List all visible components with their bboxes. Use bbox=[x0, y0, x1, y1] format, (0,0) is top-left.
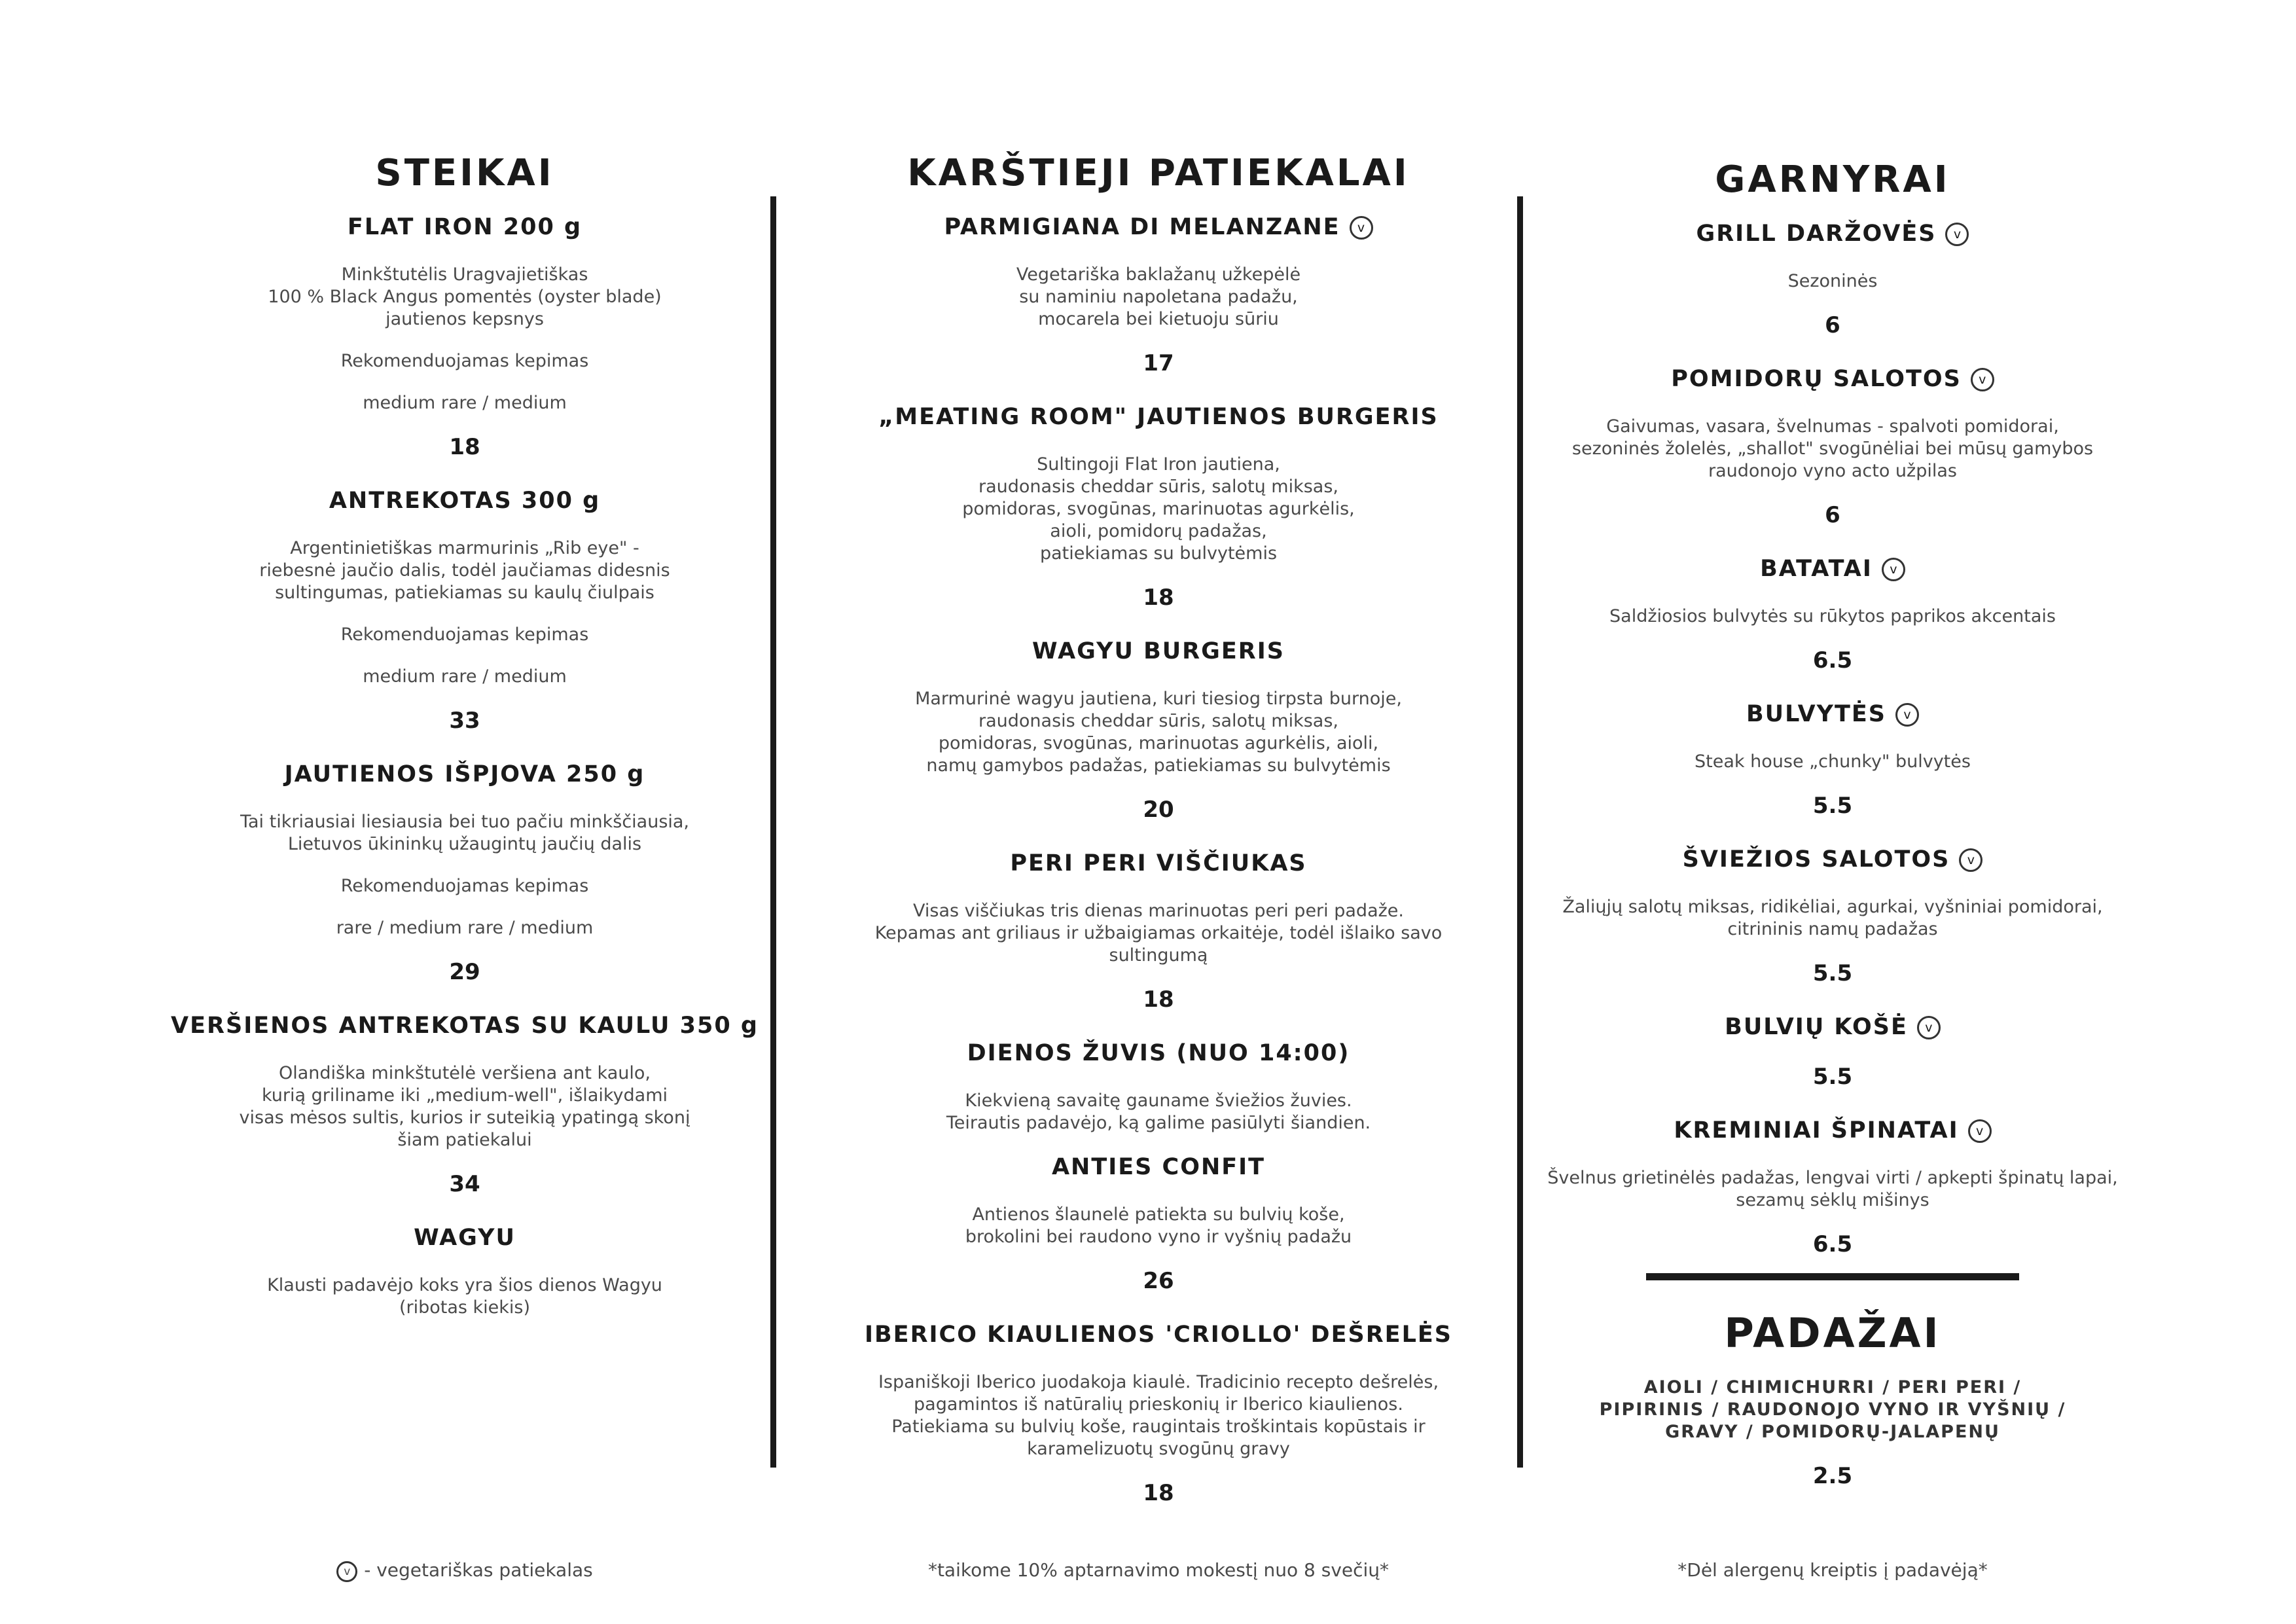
item-description: Visas viščiukas tris dienas marinuotas peri peri padaže. Kepamas ant griliaus ir užbaigiamas orkaitėje, todėl išlaiko savo sultingumą bbox=[874, 901, 1443, 965]
doneness-label: Rekomenduojamas kepimas bbox=[340, 624, 589, 645]
doneness-options: medium rare / medium bbox=[363, 393, 567, 413]
section-divider bbox=[1646, 1273, 2019, 1280]
hot-dishes-title: KARŠTIEJI PATIEKALAI bbox=[907, 152, 1410, 194]
service-fee-note: *taikome 10% aptarnavimo mokestį nuo 8 svečių* bbox=[927, 1559, 1390, 1581]
item-description: Tai tikriausiai liesiausia bei tuo pačiu minkščiausia, Lietuvos ūkininkų užaugintų jaučių dalis bbox=[240, 812, 690, 854]
item-price: 33 bbox=[449, 708, 480, 734]
menu-item bbox=[1545, 366, 2121, 528]
item-price: 5.5 bbox=[1812, 793, 1853, 819]
menu-item bbox=[812, 1322, 1505, 1506]
item-name: BATATAI bbox=[1760, 556, 1873, 582]
hot-dishes-column bbox=[812, 152, 1505, 1534]
item-name: ANTREKOTAS 300 g bbox=[329, 488, 601, 514]
item-name: GRILL DARŽOVĖS bbox=[1696, 221, 1937, 247]
vegetarian-legend-text: - vegetariškas patiekalas bbox=[364, 1559, 593, 1581]
column-divider bbox=[770, 196, 776, 1468]
vegetarian-icon: v bbox=[1945, 223, 1969, 246]
menu-item bbox=[1545, 701, 2121, 819]
item-description: Saldžiosios bulvytės su rūkytos paprikos akcentais bbox=[1609, 606, 2056, 626]
item-name-row bbox=[812, 214, 1505, 240]
item-price: 18 bbox=[1143, 1480, 1174, 1506]
item-description: Žaliųjų salotų miksas, ridikėliai, agurkai, vyšniniai pomidorai, citrininis namų padažas bbox=[1562, 897, 2103, 939]
steaks-column bbox=[170, 152, 759, 1339]
menu-item bbox=[1545, 556, 2121, 674]
item-name-row bbox=[1545, 366, 2121, 392]
item-description: Steak house „chunky" bulvytės bbox=[1695, 751, 1971, 772]
menu-item bbox=[1545, 1117, 2121, 1257]
menu-item bbox=[812, 404, 1505, 611]
item-name: PARMIGIANA DI MELANZANE bbox=[944, 214, 1340, 240]
item-description: Olandiška minkštutėlė veršiena ant kaulo, kurią griliname iki „medium-well", išlaikydami visas mėsos sultis, kurios ir suteikią ypatingą skonį šiam patiekalui bbox=[239, 1063, 691, 1150]
item-price: 18 bbox=[449, 434, 480, 460]
item-price: 6.5 bbox=[1812, 647, 1853, 674]
item-name: FLAT IRON 200 g bbox=[347, 214, 583, 240]
item-price: 26 bbox=[1143, 1268, 1174, 1294]
vegetarian-icon: v bbox=[1895, 703, 1919, 727]
doneness-label: Rekomenduojamas kepimas bbox=[340, 876, 589, 896]
item-price: 5.5 bbox=[1812, 960, 1853, 986]
item-name-row bbox=[1545, 1014, 2121, 1040]
item-name: WAGYU BURGERIS bbox=[1032, 638, 1285, 664]
item-description: Švelnus grietinėlės padažas, lengvai virti / apkepti špinatų lapai, sezamų sėklų mišinys bbox=[1547, 1168, 2118, 1210]
sauces-list: AIOLI / CHIMICHURRI / PERI PERI / PIPIRINIS / RAUDONOJO VYNO IR VYŠNIŲ / GRAVY / POMIDORŲ-JALAPENŲ bbox=[1599, 1377, 2066, 1442]
item-name-row bbox=[1545, 846, 2121, 873]
item-description: Marmurinė wagyu jautiena, kuri tiesiog tirpsta burnoje, raudonasis cheddar sūris, salotų miksas, pomidoras, svogūnas, marinuotas agurkėlis, aioli, namų gamybos padažas, patiekiamas su bulvytėmis bbox=[915, 689, 1402, 776]
menu-item bbox=[170, 761, 759, 985]
item-description: Kiekvieną savaitę gauname šviežios žuvies. Teirautis padavėjo, ką galime pasiūlyti šiandien. bbox=[946, 1091, 1371, 1133]
item-name: BULVIŲ KOŠĖ bbox=[1725, 1014, 1908, 1040]
item-description: Sezoninės bbox=[1787, 271, 1878, 291]
menu-item bbox=[812, 1040, 1505, 1134]
item-price: 18 bbox=[1143, 585, 1174, 611]
vegetarian-icon: v bbox=[1917, 1016, 1941, 1039]
menu-item bbox=[170, 488, 759, 734]
item-price: 6 bbox=[1825, 502, 1840, 528]
item-price: 29 bbox=[449, 959, 480, 985]
vegetarian-icon: v bbox=[1882, 558, 1905, 581]
menu-item bbox=[170, 1013, 759, 1197]
item-price: 34 bbox=[449, 1171, 480, 1197]
item-name-row bbox=[1545, 556, 2121, 582]
vegetarian-icon: v bbox=[1350, 216, 1373, 240]
menu-item bbox=[1545, 221, 2121, 338]
steaks-title: STEIKAI bbox=[375, 152, 554, 194]
menu-item bbox=[1545, 846, 2121, 986]
doneness-options: rare / medium rare / medium bbox=[336, 918, 594, 938]
sauces-price: 2.5 bbox=[1812, 1463, 1853, 1489]
item-name: IBERICO KIAULIENOS 'CRIOLLO' DEŠRELĖS bbox=[864, 1322, 1453, 1348]
item-name: ANTIES CONFIT bbox=[1051, 1154, 1266, 1180]
item-price: 6 bbox=[1825, 312, 1840, 338]
item-name: „MEATING ROOM" JAUTIENOS BURGERIS bbox=[878, 404, 1439, 430]
menu-item bbox=[170, 1225, 759, 1319]
menu-item bbox=[812, 638, 1505, 823]
item-price: 5.5 bbox=[1812, 1064, 1853, 1090]
vegetarian-icon: v bbox=[1959, 848, 1982, 872]
item-description: Minkštutėlis Uragvajietiškas 100 % Black Angus pomentės (oyster blade) jautienos kepsnys bbox=[268, 264, 662, 329]
column-divider bbox=[1517, 196, 1523, 1468]
item-name: WAGYU bbox=[414, 1225, 516, 1251]
item-name-row bbox=[1545, 221, 2121, 247]
item-price: 20 bbox=[1143, 797, 1174, 823]
item-description: Ispaniškoji Iberico juodakoja kiaulė. Tradicinio recepto dešrelės, pagamintos iš natūralių prieskonių ir Iberico kiaulienos. Patiekiama su bulvių koše, raugintais troškintais kopūstais ir karamelizuotų svogūnų gravy bbox=[878, 1372, 1439, 1459]
item-description: Gaivumas, vasara, švelnumas - spalvoti pomidorai, sezoninės žolelės, „shallot" svogūnėliai bei mūsų gamybos raudonojo vyno acto užpilas bbox=[1571, 416, 2094, 481]
doneness-options: medium rare / medium bbox=[363, 666, 567, 687]
item-description: Vegetariška baklažanų užkepėlė su naminiu napoletana padažu, mocarela bei kietuoju sūriu bbox=[1016, 264, 1301, 329]
menu-item bbox=[812, 1154, 1505, 1294]
item-description: Sultingoji Flat Iron jautiena, raudonasis cheddar sūris, salotų miksas, pomidoras, svogūnas, marinuotas agurkėlis, aioli, pomidorų padažas, patiekiamas su bulvytėmis bbox=[962, 454, 1355, 564]
sides-column bbox=[1545, 152, 2121, 1517]
item-description: Antienos šlaunelė patiekta su bulvių koše, brokolini bei raudono vyno ir vyšnių padažu bbox=[965, 1204, 1352, 1247]
allergen-note: *Dėl alergenų kreiptis į padavėją* bbox=[1677, 1559, 1988, 1581]
item-name-row bbox=[1545, 701, 2121, 727]
item-name: KREMINIAI ŠPINATAI bbox=[1674, 1117, 1959, 1144]
vegetarian-icon: v bbox=[1971, 368, 1994, 391]
item-name-row bbox=[1545, 1117, 2121, 1144]
item-name: JAUTIENOS IŠPJOVA 250 g bbox=[284, 761, 645, 787]
menu-item bbox=[1545, 1014, 2121, 1090]
menu-item bbox=[812, 850, 1505, 1013]
sides-title: GARNYRAI bbox=[1715, 158, 1950, 201]
vegetarian-icon: v bbox=[1968, 1119, 1992, 1143]
item-name: VERŠIENOS ANTREKOTAS SU KAULU 350 g bbox=[171, 1013, 759, 1039]
item-price: 6.5 bbox=[1812, 1231, 1853, 1257]
menu-item bbox=[170, 214, 759, 460]
item-description: Argentinietiškas marmurinis „Rib eye" - riebesnė jaučio dalis, todėl jaučiamas didesnis sultingumas, patiekiamas su kaulų čiulpais bbox=[259, 538, 670, 603]
vegetarian-icon: v bbox=[336, 1561, 357, 1582]
item-name: BULVYTĖS bbox=[1746, 701, 1886, 727]
item-price: 18 bbox=[1143, 986, 1174, 1013]
sauces-title: PADAŽAI bbox=[1724, 1309, 1941, 1357]
vegetarian-legend bbox=[170, 1559, 759, 1582]
item-name: PERI PERI VIŠČIUKAS bbox=[1010, 850, 1307, 876]
menu-item bbox=[812, 214, 1505, 376]
item-price: 17 bbox=[1143, 350, 1174, 376]
doneness-label: Rekomenduojamas kepimas bbox=[340, 351, 589, 371]
item-description: Klausti padavėjo koks yra šios dienos Wagyu (ribotas kiekis) bbox=[267, 1275, 662, 1318]
item-name: ŠVIEŽIOS SALOTOS bbox=[1682, 846, 1950, 873]
item-name: POMIDORŲ SALOTOS bbox=[1671, 366, 1962, 392]
item-name: DIENOS ŽUVIS (NUO 14:00) bbox=[967, 1040, 1350, 1066]
